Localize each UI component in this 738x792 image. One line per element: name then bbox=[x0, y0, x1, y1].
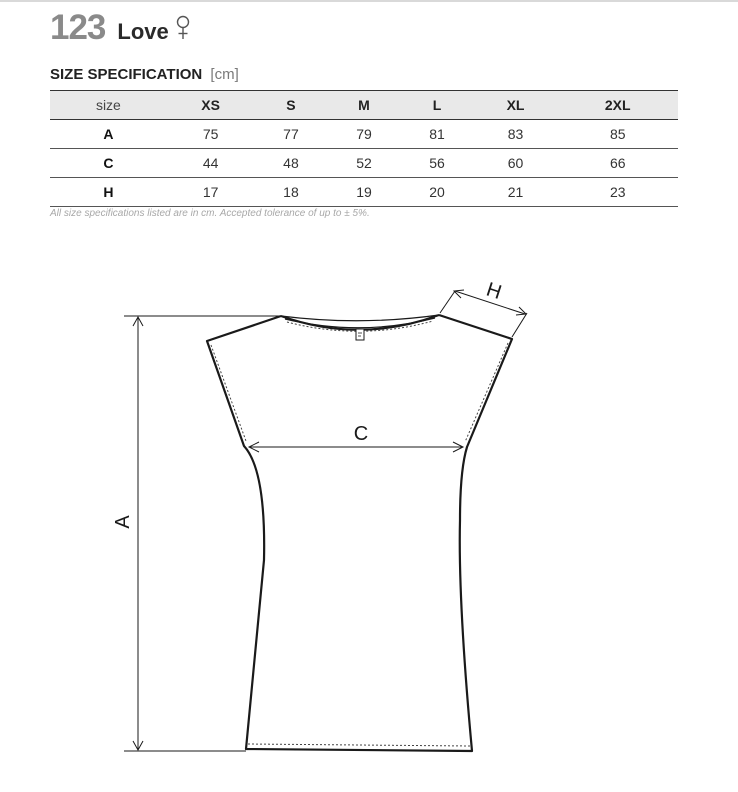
dimension-h-arrow-right bbox=[516, 307, 526, 315]
dimension-h-extension-right bbox=[512, 313, 527, 337]
row-label: C bbox=[50, 149, 167, 178]
column-header: size bbox=[50, 91, 167, 120]
dress-body-outline bbox=[207, 315, 512, 751]
left-armhole-stitch bbox=[211, 345, 246, 441]
tolerance-note: All size specifications listed are in cm. Accepted tolerance of up to ± 5%. bbox=[50, 208, 370, 219]
product-name: Love bbox=[117, 19, 169, 44]
table-cell: 77 bbox=[254, 120, 327, 149]
table-cell: 44 bbox=[167, 149, 255, 178]
table-cell: 48 bbox=[254, 149, 327, 178]
table-cell: 83 bbox=[474, 120, 558, 149]
dimension-h-label: H bbox=[483, 278, 505, 304]
table-cell: 52 bbox=[327, 149, 400, 178]
dimension-a-label: A bbox=[112, 515, 134, 529]
row-label: A bbox=[50, 120, 167, 149]
column-header: M bbox=[327, 91, 400, 120]
spec-unit: [cm] bbox=[210, 66, 239, 83]
column-header: XL bbox=[474, 91, 558, 120]
row-label: H bbox=[50, 178, 167, 207]
dimension-h-extension-left bbox=[440, 291, 455, 313]
table-cell: 66 bbox=[557, 149, 678, 178]
table-cell: 20 bbox=[401, 178, 474, 207]
table-cell: 75 bbox=[167, 120, 255, 149]
column-header: XS bbox=[167, 91, 255, 120]
dimension-a bbox=[124, 316, 281, 751]
table-cell: 21 bbox=[474, 178, 558, 207]
right-armhole-stitch bbox=[465, 343, 508, 442]
dimension-h-arrow-left bbox=[454, 290, 464, 298]
table-cell: 79 bbox=[327, 120, 400, 149]
neckline-back bbox=[281, 315, 439, 321]
table-cell: 19 bbox=[327, 178, 400, 207]
table-cell: 85 bbox=[557, 120, 678, 149]
column-header: S bbox=[254, 91, 327, 120]
product-code: 123 bbox=[50, 8, 106, 47]
column-header: 2XL bbox=[557, 91, 678, 120]
label-tag bbox=[356, 329, 364, 340]
table-cell: 60 bbox=[474, 149, 558, 178]
dimension-c-label: C bbox=[353, 423, 369, 445]
hem-stitch bbox=[248, 744, 470, 746]
table-cell: 56 bbox=[401, 149, 474, 178]
table-cell: 18 bbox=[254, 178, 327, 207]
table-cell: 23 bbox=[557, 178, 678, 207]
table-cell: 81 bbox=[401, 120, 474, 149]
stitch-lines bbox=[211, 321, 508, 746]
column-header: L bbox=[401, 91, 474, 120]
table-cell: 17 bbox=[167, 178, 255, 207]
spec-title-text: SIZE SPECIFICATION bbox=[50, 66, 203, 83]
dress-outline bbox=[207, 315, 512, 751]
